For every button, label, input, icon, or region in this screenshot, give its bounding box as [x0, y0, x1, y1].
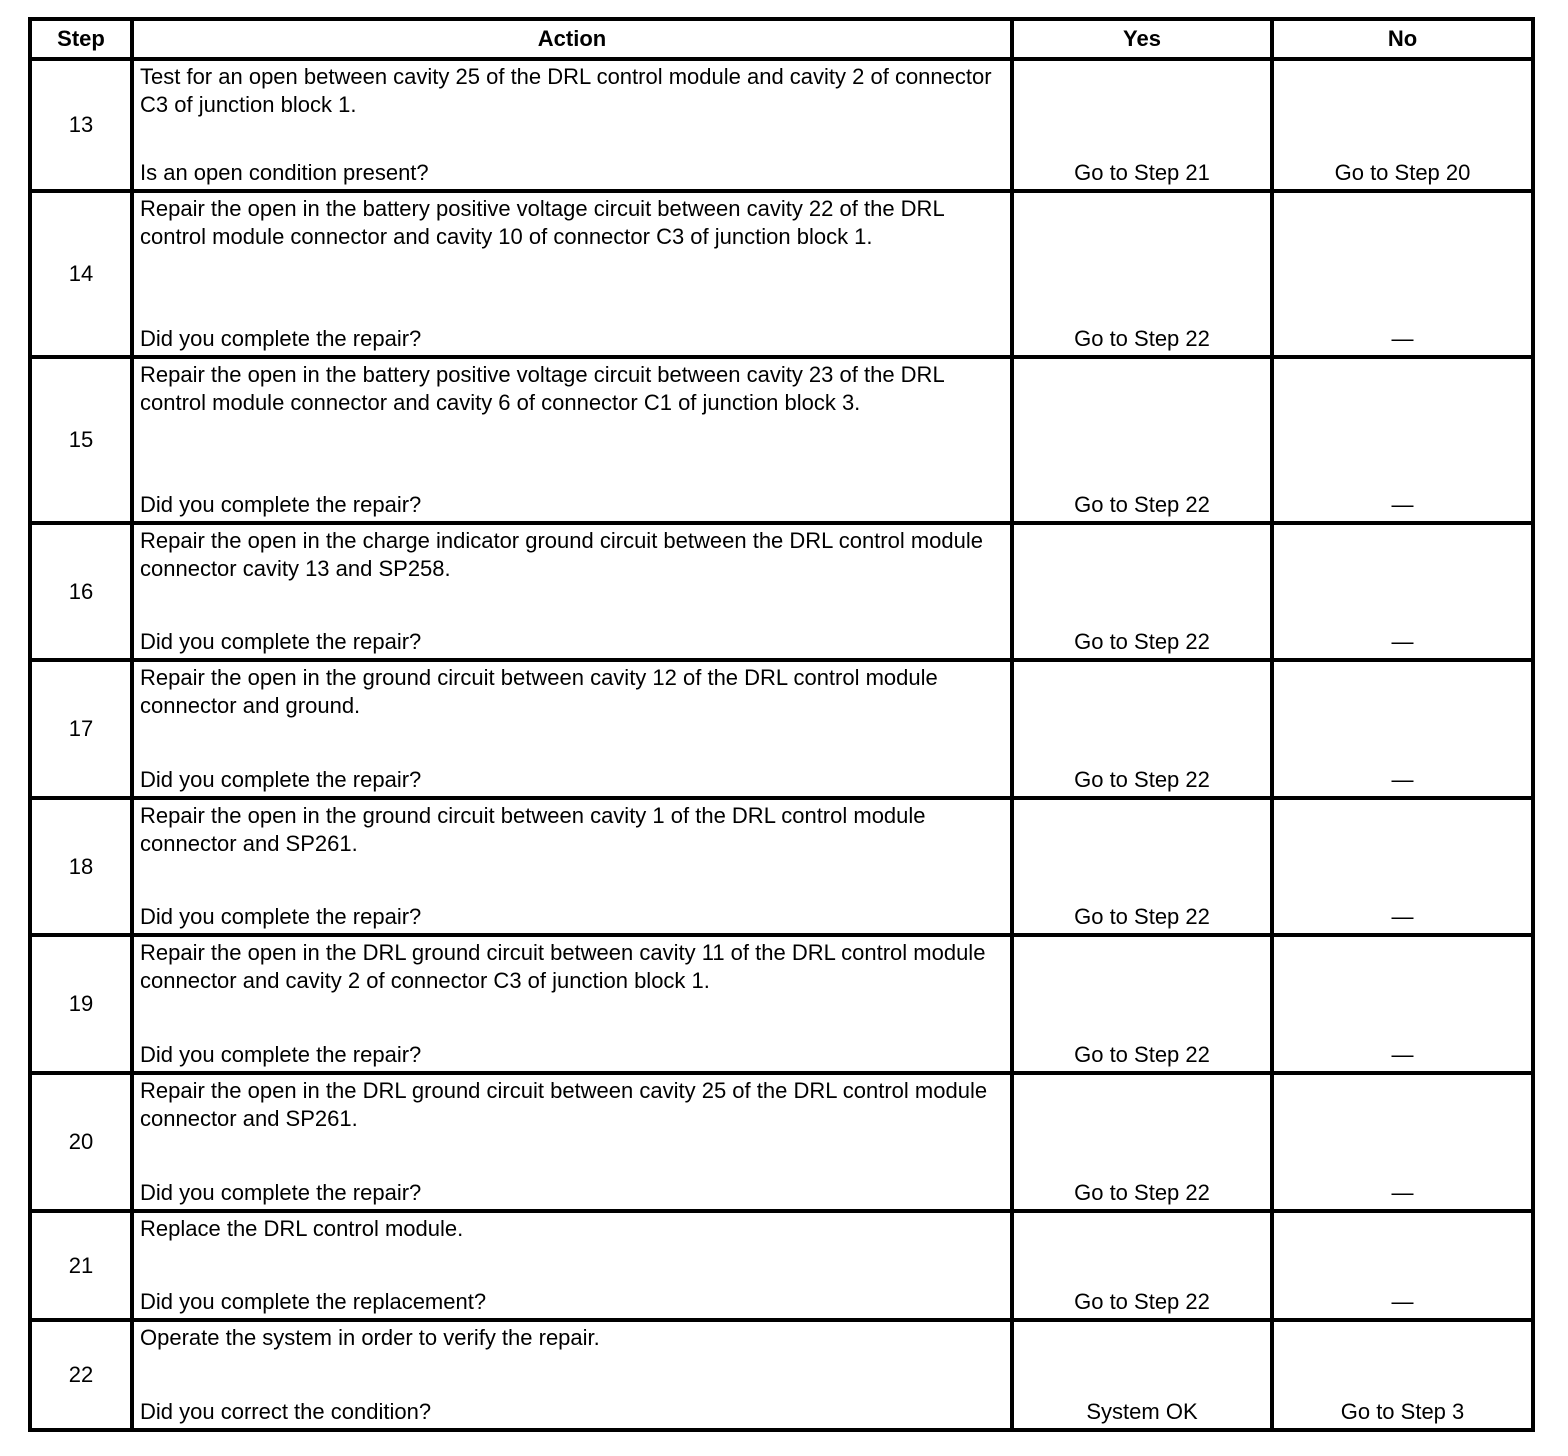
yes-result: Go to Step 22: [1012, 660, 1272, 798]
action-question: Did you complete the repair?: [140, 629, 422, 654]
yes-result: Go to Step 22: [1012, 357, 1272, 523]
action-text: Repair the open in the DRL ground circuit between cavity 11 of the DRL control module connector and cavity 2 of connector C3 of junction block 1.: [140, 940, 986, 993]
no-result: —: [1272, 1073, 1533, 1211]
action-question: Did you complete the repair?: [140, 1180, 422, 1205]
no-result: Go to Step 20: [1272, 59, 1533, 191]
table-row: [30, 191, 1533, 357]
step-number: 13: [30, 59, 132, 191]
table-row: [30, 1073, 1533, 1211]
action-question: Did you complete the repair?: [140, 1042, 422, 1067]
table-row: [30, 1211, 1533, 1320]
table-row: [30, 1320, 1533, 1430]
action-cell: [132, 1073, 1012, 1211]
no-result: —: [1272, 660, 1533, 798]
header-no: No: [1272, 19, 1533, 59]
yes-result: Go to Step 22: [1012, 798, 1272, 935]
action-cell: [132, 191, 1012, 357]
header-action: Action: [132, 19, 1012, 59]
step-number: 22: [30, 1320, 132, 1430]
action-cell: [132, 935, 1012, 1073]
action-cell: [132, 1320, 1012, 1430]
header-step: Step: [30, 19, 132, 59]
header-yes: Yes: [1012, 19, 1272, 59]
action-text: Repair the open in the battery positive voltage circuit between cavity 22 of the DRL control module connector and cavity 10 of connector C3 of junction block 1.: [140, 196, 944, 249]
step-number: 16: [30, 523, 132, 660]
step-number: 15: [30, 357, 132, 523]
step-number: 20: [30, 1073, 132, 1211]
yes-result: Go to Step 22: [1012, 523, 1272, 660]
table-row: [30, 660, 1533, 798]
table-row: [30, 357, 1533, 523]
action-text: Repair the open in the ground circuit between cavity 12 of the DRL control module connector and ground.: [140, 665, 938, 718]
step-number: 17: [30, 660, 132, 798]
table-row: [30, 59, 1533, 191]
yes-result: Go to Step 22: [1012, 1073, 1272, 1211]
action-text: Repair the open in the battery positive voltage circuit between cavity 23 of the DRL control module connector and cavity 6 of connector C1 of junction block 3.: [140, 362, 944, 415]
no-result: —: [1272, 798, 1533, 935]
step-number: 19: [30, 935, 132, 1073]
action-text: Repair the open in the DRL ground circuit between cavity 25 of the DRL control module connector and SP261.: [140, 1078, 988, 1131]
step-number: 14: [30, 191, 132, 357]
no-result: —: [1272, 523, 1533, 660]
action-cell: [132, 59, 1012, 191]
no-result: —: [1272, 1211, 1533, 1320]
action-question: Is an open condition present?: [140, 160, 429, 185]
action-question: Did you complete the repair?: [140, 326, 422, 351]
action-text: Test for an open between cavity 25 of the DRL control module and cavity 2 of connector C3 of junction block 1.: [140, 64, 992, 117]
action-cell: [132, 357, 1012, 523]
action-question: Did you correct the condition?: [140, 1399, 432, 1424]
table-row: [30, 523, 1533, 660]
table-row: [30, 798, 1533, 935]
action-question: Did you complete the repair?: [140, 492, 422, 517]
action-question: Did you complete the replacement?: [140, 1289, 487, 1314]
action-question: Did you complete the repair?: [140, 904, 422, 929]
action-cell: [132, 1211, 1012, 1320]
action-question: Did you complete the repair?: [140, 767, 422, 792]
action-text: Repair the open in the charge indicator ground circuit between the DRL control module connector cavity 13 and SP258.: [140, 528, 984, 581]
action-cell: [132, 523, 1012, 660]
step-number: 21: [30, 1211, 132, 1320]
action-text: Operate the system in order to verify the repair.: [140, 1325, 600, 1350]
action-text: Repair the open in the ground circuit between cavity 1 of the DRL control module connector and SP261.: [140, 803, 926, 856]
no-result: Go to Step 3: [1272, 1320, 1533, 1430]
action-cell: [132, 798, 1012, 935]
yes-result: Go to Step 22: [1012, 191, 1272, 357]
table-row: [30, 935, 1533, 1073]
no-result: —: [1272, 935, 1533, 1073]
step-number: 18: [30, 798, 132, 935]
yes-result: Go to Step 21: [1012, 59, 1272, 191]
no-result: —: [1272, 357, 1533, 523]
yes-result: Go to Step 22: [1012, 935, 1272, 1073]
action-cell: [132, 660, 1012, 798]
no-result: —: [1272, 191, 1533, 357]
action-text: Replace the DRL control module.: [140, 1216, 464, 1241]
diagnostic-table: [28, 17, 1535, 1432]
header-row: [30, 19, 1533, 59]
yes-result: Go to Step 22: [1012, 1211, 1272, 1320]
yes-result: System OK: [1012, 1320, 1272, 1430]
